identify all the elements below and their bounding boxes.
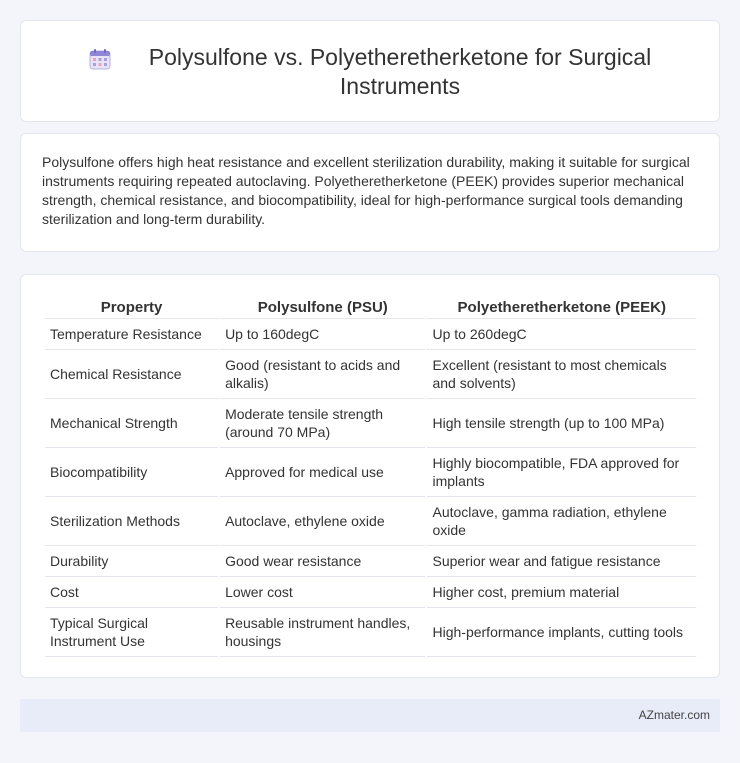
header-psu: Polysulfone (PSU) [220, 295, 425, 319]
table-row [45, 497, 696, 546]
cell-psu: Moderate tensile strength (around 70 MPa) [220, 399, 425, 448]
table-row [45, 577, 696, 608]
cell-peek: Autoclave, gamma radiation, ethylene oxide [427, 497, 696, 546]
cell-property: Cost [45, 577, 218, 608]
table-header-row [45, 295, 696, 319]
cell-property: Durability [45, 546, 218, 577]
cell-peek: Higher cost, premium material [427, 577, 696, 608]
table-row [45, 608, 696, 657]
cell-property: Sterilization Methods [45, 497, 218, 546]
footer-site-link[interactable]: AZmater.com [638, 708, 710, 722]
cell-peek: High-performance implants, cutting tools [427, 608, 696, 657]
cell-peek: Excellent (resistant to most chemicals and solvents) [427, 350, 696, 399]
cell-psu: Reusable instrument handles, housings [220, 608, 425, 657]
cell-property: Mechanical Strength [45, 399, 218, 448]
cell-peek: Highly biocompatible, FDA approved for implants [427, 448, 696, 497]
cell-property: Biocompatibility [45, 448, 218, 497]
table-card [20, 274, 720, 678]
cell-psu: Good wear resistance [220, 546, 425, 577]
table-row [45, 319, 696, 350]
cell-psu: Lower cost [220, 577, 425, 608]
summary-text: Polysulfone offers high heat resistance and excellent sterilization durability, making it suitable for surgical instruments requiring repeated autoclaving. Polyetheretherketone (PEEK) provides superior mechanical strength, chemical resistance, and biocompatibility, ideal for high-performance surgical tools demanding sterilization and long-term durability. [42, 154, 690, 227]
cell-psu: Up to 160degC [220, 319, 425, 350]
table-row [45, 350, 696, 399]
table-row [45, 448, 696, 497]
cell-psu: Approved for medical use [220, 448, 425, 497]
header-peek: Polyetheretherketone (PEEK) [427, 295, 696, 319]
comparison-table [43, 295, 698, 657]
footer-bar [20, 699, 720, 732]
table-row [45, 399, 696, 448]
cell-property: Typical Surgical Instrument Use [45, 608, 218, 657]
cell-peek: Up to 260degC [427, 319, 696, 350]
title-card [20, 20, 720, 122]
table-row [45, 546, 696, 577]
cell-peek: Superior wear and fatigue resistance [427, 546, 696, 577]
cell-psu: Autoclave, ethylene oxide [220, 497, 425, 546]
header-property: Property [45, 295, 218, 319]
cell-psu: Good (resistant to acids and alkalis) [220, 350, 425, 399]
cell-property: Chemical Resistance [45, 350, 218, 399]
cell-peek: High tensile strength (up to 100 MPa) [427, 399, 696, 448]
cell-property: Temperature Resistance [45, 319, 218, 350]
summary-card [20, 133, 720, 252]
page-title: Polysulfone vs. Polyetheretherketone for Surgical Instruments [148, 44, 652, 99]
